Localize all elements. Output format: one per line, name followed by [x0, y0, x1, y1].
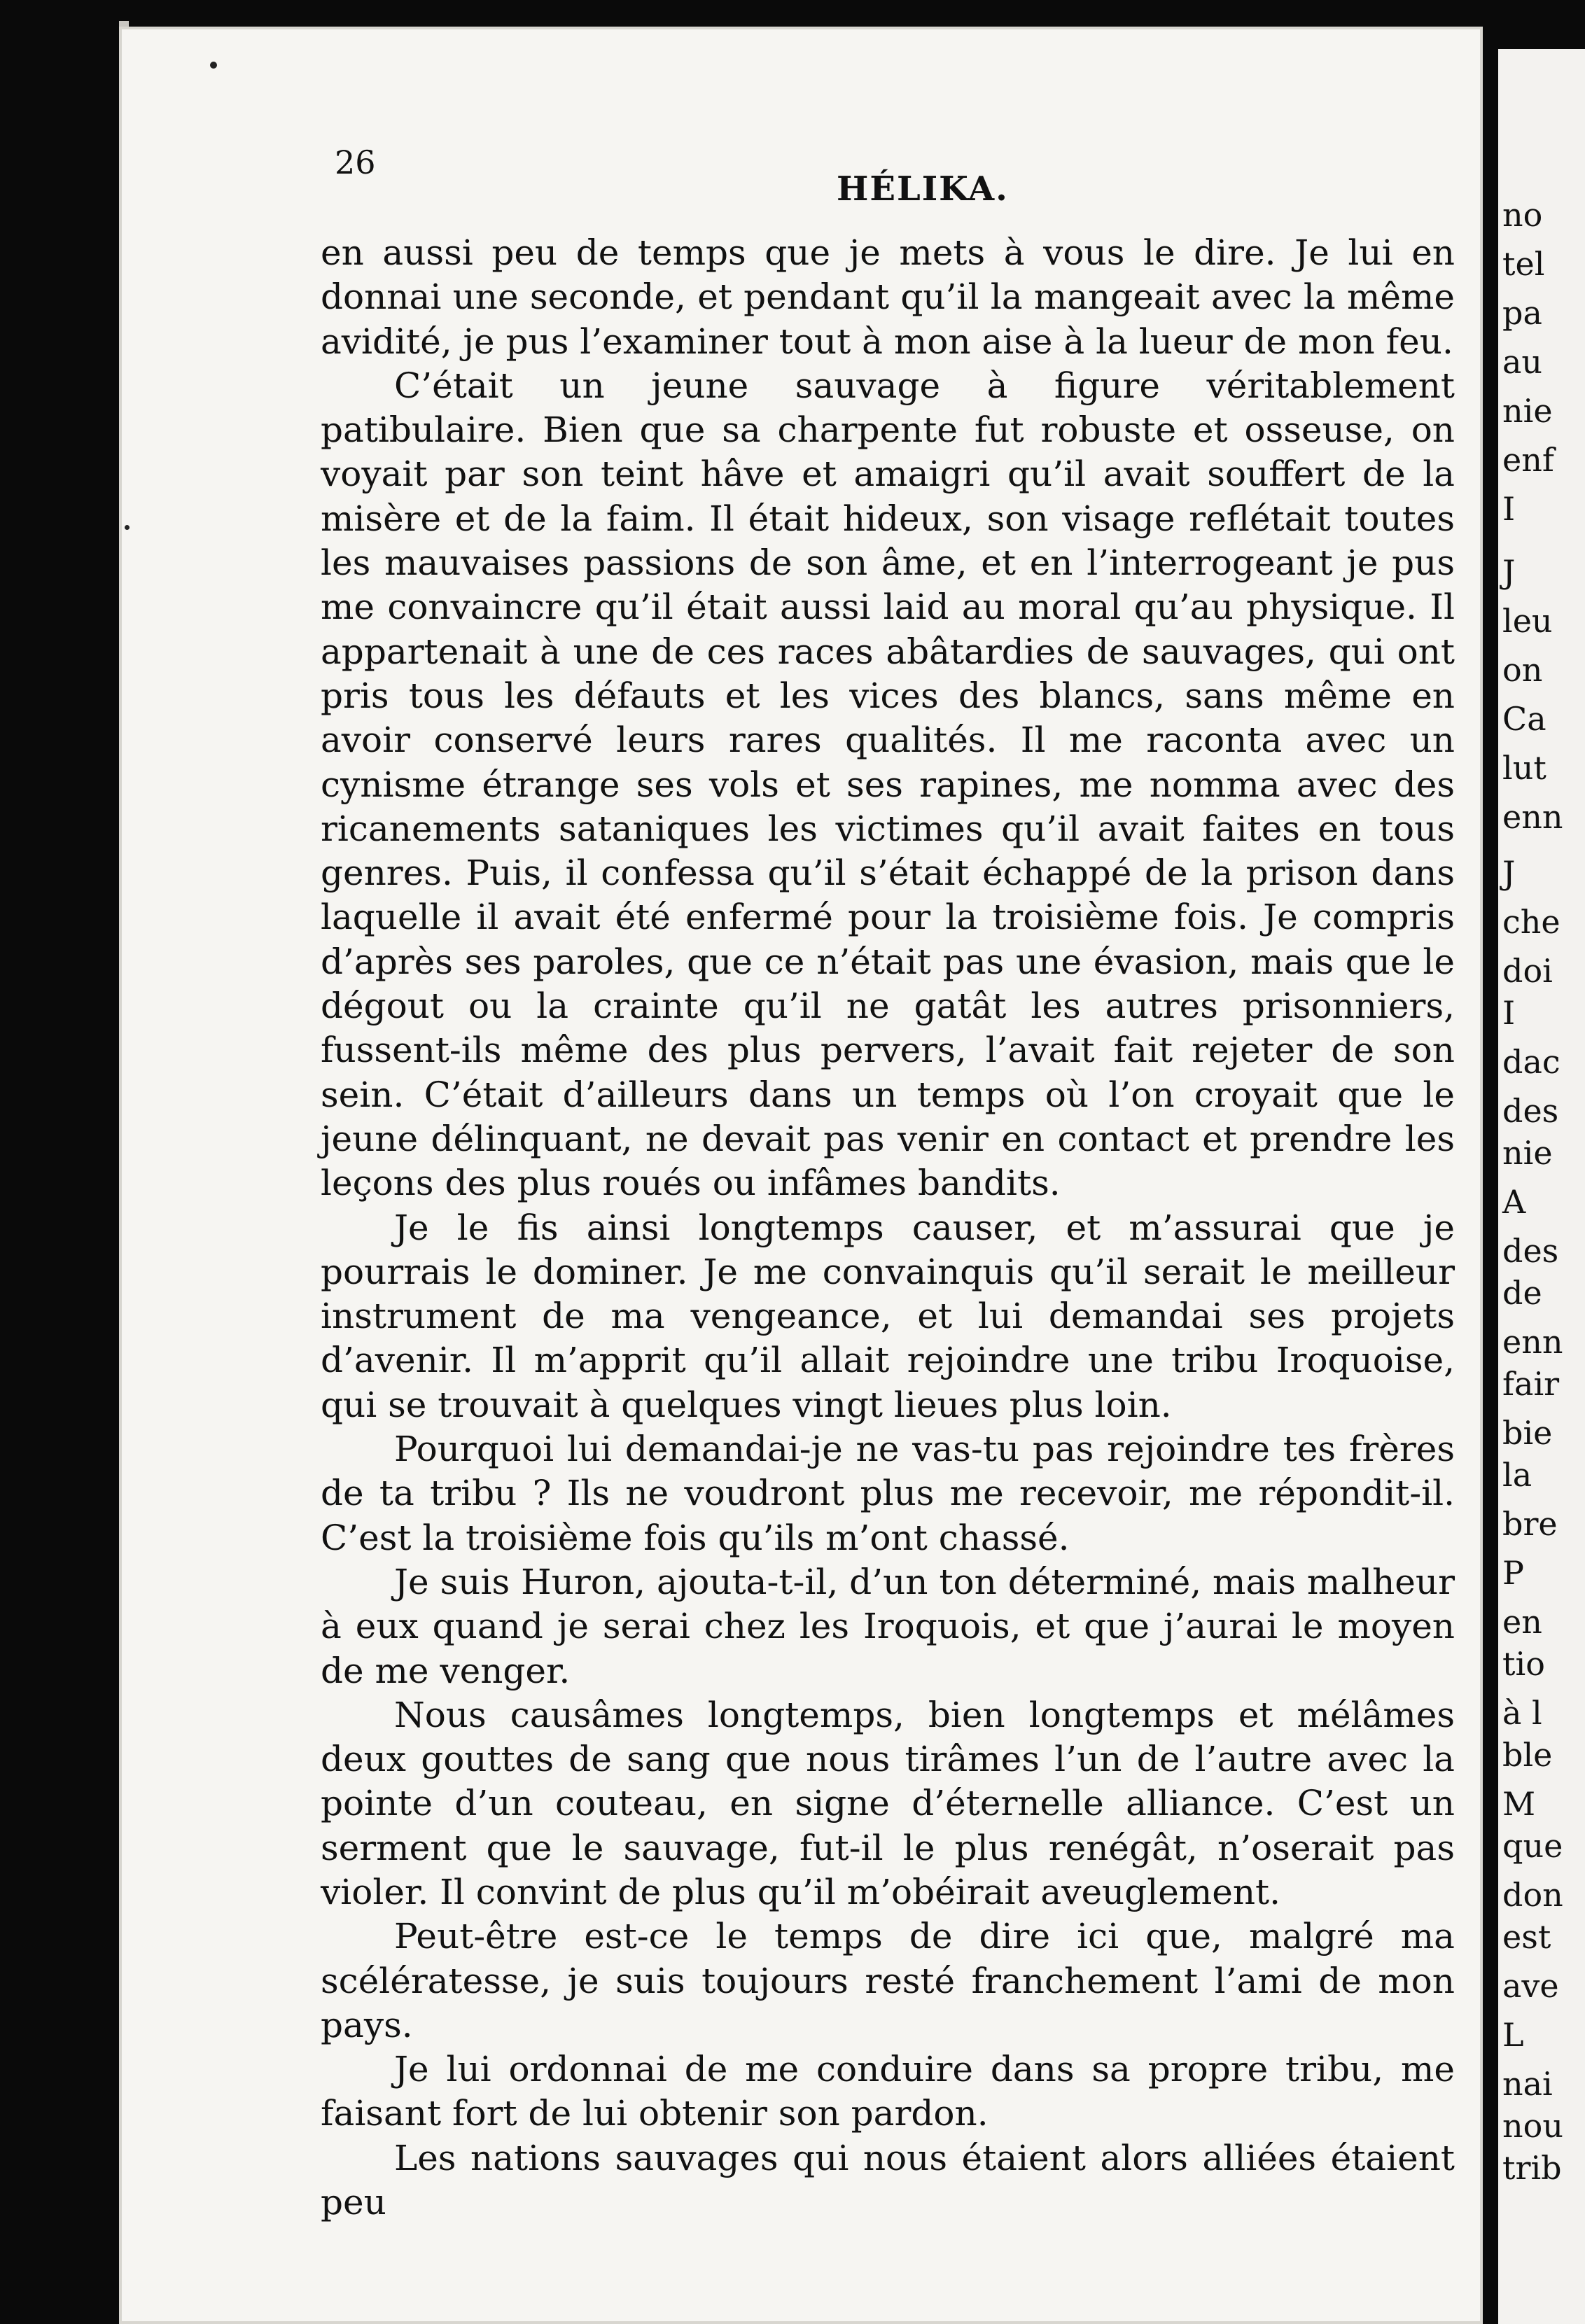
paragraph: Je suis Huron, ajouta-t-il, d’un ton déterminé, mais malheur à eux quand je serai chez les Iroquois, et que j’aurai le moyen de me venger. — [321, 1561, 1455, 1691]
adjacent-page-fragment: Ca — [1502, 700, 1546, 738]
adjacent-page-fragment: nie — [1502, 392, 1553, 430]
paragraph: Je le fis ainsi longtemps causer, et m’assurai que je pourrais le dominer. Je me convainquis qu’il serait le meilleur instrument de ma vengeance, et lui demandai ses projets d’avenir. Il m’apprit qu’il allait rejoindre une tribu Iroquoise, qui se trouvait à quelques vingt lieues plus loin. — [321, 1207, 1455, 1425]
adjacent-page-fragment: on — [1502, 651, 1543, 689]
paragraph: Nous causâmes longtemps, bien longtemps et mélâmes deux gouttes de sang que nous tirâmes l’un de l’autre avec la pointe d’un couteau, en signe d’éternelle alliance. C’est un serment que le sauvage, fut-il le plus renégât, n’oserait pas violer. Il convint de plus qu’il m’obéirait aveuglement. — [321, 1694, 1455, 1912]
paragraph: en aussi peu de temps que je mets à vous le dire. Je lui en donnai une seconde, et pendant qu’il la mangeait avec la même avidité, je pus l’examiner tout à mon aise à la lueur de mon feu. — [321, 232, 1455, 362]
adjacent-page-fragment: bre — [1502, 1505, 1558, 1543]
running-head: HÉLIKA. — [837, 169, 1009, 209]
scan-speck — [125, 525, 130, 530]
page-number: 26 — [335, 144, 376, 181]
adjacent-page-fragment: de — [1502, 1274, 1542, 1312]
adjacent-page-fragment: que — [1502, 1827, 1563, 1865]
adjacent-page-fragment: lut — [1502, 749, 1546, 787]
paragraph: Les nations sauvages qui nous étaient alors alliées étaient peu — [321, 2137, 1455, 2223]
adjacent-page-fragment: fair — [1502, 1365, 1560, 1403]
adjacent-page-fragment: est — [1502, 1918, 1551, 1956]
adjacent-page-fragment: doi — [1502, 952, 1553, 990]
adjacent-page-fragment: ave — [1502, 1967, 1559, 2005]
adjacent-page-fragment: dac — [1502, 1043, 1560, 1081]
adjacent-page-fragment: tel — [1502, 245, 1545, 283]
paragraph: C’était un jeune sauvage à figure véritablement patibulaire. Bien que sa charpente fut robuste et osseuse, on voyait par son teint hâve et amaigri qu’il avait souffert de la misère et de la faim. Il était hideux, son visage reflétait toutes les mauvaises passions de son âme, et en l’interrogeant je pus me convaincre qu’il était aussi laid au moral qu’au physique. Il appartenait à une de ces races abâtardies de sauvages, qui ont pris tous les défauts et les vices des blancs, sans même en avoir conservé leurs rares qualités. Il me raconta avec un cynisme étrange ses vols et ses rapines, me nomma avec des ricanements sataniques les victimes qu’il avait faites en tous genres. Puis, il confessa qu’il s’était échappé de la prison dans laquelle il avait été enfermé pour la troisième fois. Je compris d’après ses paroles, que ce n’était pas une évasion, mais que le dégout ou la crainte qu’il ne gatât les autres prisonniers, fussent-ils même des plus pervers, l’avait fait rejeter de son sein. C’était d’ailleurs dans un temps où l’on croyait que le jeune délinquant, ne devait pas venir en contact et prendre les leçons des plus roués ou infâmes bandits. — [321, 365, 1455, 1204]
adjacent-page-fragment: à l — [1502, 1694, 1542, 1732]
adjacent-page-fragment: L — [1502, 2016, 1524, 2054]
adjacent-page-fragment: enn — [1502, 1323, 1563, 1361]
adjacent-page-fragment: J — [1502, 854, 1516, 892]
adjacent-page-fragment: tio — [1502, 1645, 1545, 1683]
paragraph: Je lui ordonnai de me conduire dans sa propre tribu, me faisant fort de lui obtenir son pardon. — [321, 2049, 1455, 2134]
adjacent-page-fragment: au — [1502, 343, 1543, 381]
adjacent-page-fragment: che — [1502, 903, 1560, 941]
adjacent-page-fragment: nai — [1502, 2065, 1553, 2103]
adjacent-page-fragment: I — [1502, 490, 1516, 528]
adjacent-page-fragment: des — [1502, 1092, 1559, 1130]
adjacent-page-fragment: P — [1502, 1554, 1524, 1592]
adjacent-page-fragment: des — [1502, 1232, 1559, 1270]
adjacent-page-fragment: enn — [1502, 798, 1563, 836]
adjacent-page-fragment: A — [1502, 1183, 1526, 1221]
paragraph: Peut-être est-ce le temps de dire ici que, malgré ma scélératesse, je suis toujours resté franchement l’ami de mon pays. — [321, 1916, 1455, 2045]
adjacent-page-fragment: J — [1502, 553, 1516, 591]
adjacent-page-fragment: no — [1502, 196, 1543, 234]
scan-speck — [210, 62, 217, 69]
adjacent-page-fragment: trib — [1502, 2149, 1562, 2187]
adjacent-page-fragment: enf — [1502, 441, 1554, 479]
adjacent-page-fragment: la — [1502, 1456, 1532, 1494]
adjacent-page-fragment: bie — [1502, 1414, 1553, 1452]
adjacent-page-fragment: M — [1502, 1785, 1536, 1823]
body-text — [321, 231, 1455, 2225]
adjacent-page-fragment: don — [1502, 1876, 1563, 1914]
adjacent-page-fragment: I — [1502, 994, 1516, 1032]
adjacent-page-fragment: nou — [1502, 2107, 1563, 2145]
adjacent-page-fragment: pa — [1502, 294, 1542, 332]
paragraph: Pourquoi lui demandai-je ne vas-tu pas rejoindre tes frères de ta tribu ? Ils ne voudront plus me recevoir, me répondit-il. C’est la troisième fois qu’ils m’ont chassé. — [321, 1429, 1455, 1558]
adjacent-page-fragment: nie — [1502, 1134, 1553, 1172]
adjacent-page-fragment: leu — [1502, 602, 1553, 640]
adjacent-page-edge — [1498, 49, 1585, 2324]
adjacent-page-fragment: en — [1502, 1603, 1542, 1641]
adjacent-page-fragment: ble — [1502, 1736, 1553, 1774]
